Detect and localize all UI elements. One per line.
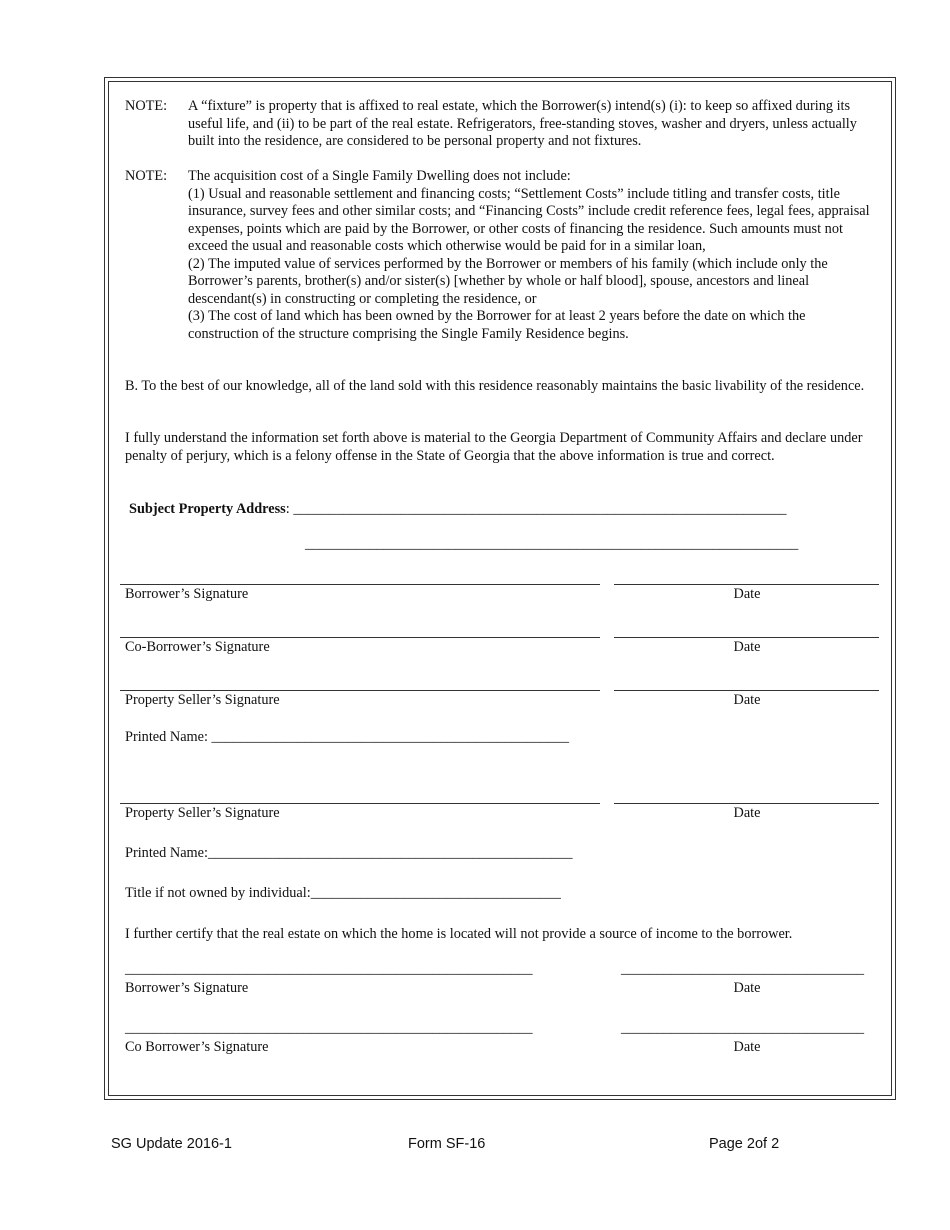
- seller2-printed-name[interactable]: Printed Name:___________________________________________________: [125, 845, 573, 861]
- seller2-signature-label: Property Seller’s Signature: [125, 805, 280, 821]
- address-line-1[interactable]: _____________________________________________________________________: [293, 501, 787, 517]
- seller2-date-line[interactable]: [614, 803, 879, 804]
- co-borrower-signature-line[interactable]: [120, 637, 600, 638]
- note2-body: [188, 168, 878, 343]
- footer-version: SG Update 2016-1: [111, 1136, 232, 1152]
- note2-item1: (1) Usual and reasonable settlement and financing costs; “Settlement Costs” include titling and transfer costs, title insurance, survey fees and other similar costs; and “Financing Costs” include credit reference fees, legal fees, appraisal expenses, points which are paid by the Borrower, or other costs of financing the residence. Such amounts must not exceed the usual and reasonable costs which otherwise would be paid for in a similar loan,: [188, 185, 870, 254]
- address-line-2[interactable]: _____________________________________________________________________: [305, 536, 799, 552]
- co-borrower-date-line[interactable]: [614, 637, 879, 638]
- seller1-signature-label: Property Seller’s Signature: [125, 692, 280, 708]
- note1-label: NOTE:: [125, 98, 168, 114]
- address-label: Subject Property Address: [129, 501, 286, 517]
- seller1-date-label: Date: [733, 692, 761, 708]
- seller1-printed-name[interactable]: Printed Name: __________________________________________________: [125, 729, 569, 745]
- note2-label: NOTE:: [125, 168, 168, 184]
- footer-form-id: Form SF-16: [408, 1136, 486, 1152]
- note2-item3: (3) The cost of land which has been owned by the Borrower for at least 2 years before the date on which the construction of the structure comprising the Single Family Residence begins.: [188, 308, 806, 342]
- borrower2-signature-line[interactable]: _________________________________________________________: [125, 961, 533, 977]
- co-borrower2-signature-label: Co Borrower’s Signature: [125, 1039, 269, 1055]
- paragraph-b: B. To the best of our knowledge, all of the land sold with this residence reasonably maintains the basic livability of the residence.: [125, 378, 865, 394]
- co-borrower2-date-label: Date: [733, 1039, 761, 1055]
- borrower2-signature-label: Borrower’s Signature: [125, 980, 249, 996]
- address-row: [129, 501, 787, 519]
- co-borrower2-date-line[interactable]: __________________________________: [621, 1020, 865, 1036]
- note2-intro: The acquisition cost of a Single Family Dwelling does not include:: [188, 168, 571, 184]
- borrower-date-label: Date: [733, 586, 761, 602]
- seller2-signature-line[interactable]: [120, 803, 600, 804]
- co-borrower-signature-label: Co-Borrower’s Signature: [125, 639, 270, 655]
- borrower-signature-label: Borrower’s Signature: [125, 586, 249, 602]
- borrower-date-line[interactable]: [614, 584, 879, 585]
- title-if-not-owned[interactable]: Title if not owned by individual:___________________________________: [125, 885, 561, 901]
- note1-text: A “fixture” is property that is affixed to real estate, which the Borrower(s) intend(s) (i): to keep so affixed during its useful life, and (ii) to be part of the real estate. Refrigerators, free-standing stoves, washer and dryers, unless actually built into the residence, are considered to be personal property and not fixtures.: [188, 98, 857, 149]
- borrower-signature-line[interactable]: [120, 584, 600, 585]
- note2-item2: (2) The imputed value of services performed by the Borrower or members of his family (which include only the Borrower’s parents, brother(s) and/or sister(s) [whether by whole or half blood], spouse, ancestors and lineal descendant(s) in constructing or completing the residence, or: [188, 255, 828, 307]
- co-borrower-date-label: Date: [733, 639, 761, 655]
- seller1-date-line[interactable]: [614, 690, 879, 691]
- seller1-signature-line[interactable]: [120, 690, 600, 691]
- address-colon: :: [285, 501, 290, 517]
- co-borrower2-signature-line[interactable]: _________________________________________________________: [125, 1020, 533, 1036]
- seller2-date-label: Date: [733, 805, 761, 821]
- borrower2-date-line[interactable]: __________________________________: [621, 961, 865, 977]
- footer-page-number: Page 2of 2: [709, 1136, 780, 1152]
- paragraph-understand: I fully understand the information set forth above is material to the Georgia Department of Community Affairs and declare under penalty of perjury, which is a felony offense in the State of Georgia that the above information is true and correct.: [125, 430, 863, 464]
- certify-statement: I further certify that the real estate on which the home is located will not provide a source of income to the borrower.: [125, 926, 793, 942]
- borrower2-date-label: Date: [733, 980, 761, 996]
